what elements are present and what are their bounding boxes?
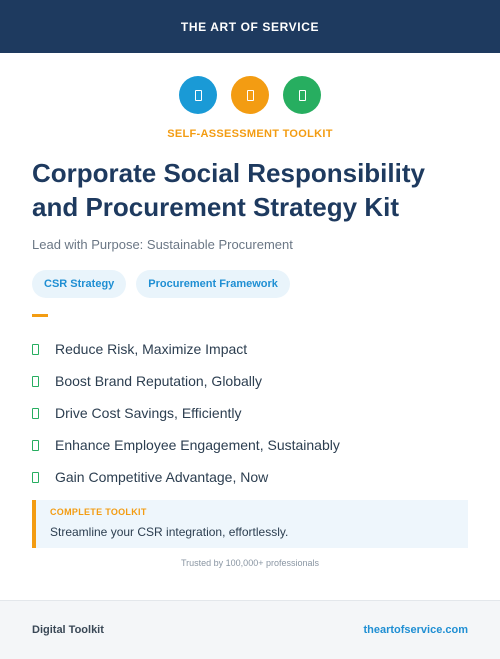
brand-name: THE ART OF SERVICE <box>180 19 320 34</box>
list-item <box>32 333 340 365</box>
eyebrow-label: SELF-ASSESSMENT TOOLKIT <box>167 128 333 140</box>
checkbox-icon <box>32 376 39 387</box>
tag-list <box>32 270 290 298</box>
benefit-text: Drive Cost Savings, Efficiently <box>55 405 242 421</box>
benefit-text: Boost Brand Reputation, Globally <box>55 373 263 389</box>
benefit-text: Enhance Employee Engagement, Sustainably <box>55 437 340 453</box>
document-icon <box>179 76 217 114</box>
tag-procurement-framework[interactable]: Procurement Framework <box>136 270 290 298</box>
callout-label: COMPLETE TOOLKIT <box>50 507 147 517</box>
accent-divider <box>32 314 48 317</box>
checkbox-icon <box>32 344 39 355</box>
list-item <box>32 461 340 493</box>
checkbox-icon <box>32 472 39 483</box>
header-bar <box>0 0 500 53</box>
document-icon <box>231 76 269 114</box>
checkbox-icon <box>32 440 39 451</box>
document-glyph-icon <box>299 90 306 101</box>
list-item <box>32 397 340 429</box>
trust-statement: Trusted by 100,000+ professionals <box>180 558 319 568</box>
document-glyph-icon <box>247 90 254 101</box>
toolkit-callout <box>32 500 468 548</box>
tag-csr-strategy[interactable]: CSR Strategy <box>32 270 126 298</box>
list-item <box>32 365 340 397</box>
callout-text: Streamline your CSR integration, effortlessly. <box>50 525 289 539</box>
website-link[interactable]: theartofservice.com <box>363 624 468 636</box>
document-glyph-icon <box>195 90 202 101</box>
benefit-text: Reduce Risk, Maximize Impact <box>55 341 248 357</box>
checkbox-icon <box>32 408 39 419</box>
benefit-text: Gain Competitive Advantage, Now <box>55 469 269 485</box>
icon-row <box>0 76 500 114</box>
document-icon <box>283 76 321 114</box>
footer-label: Digital Toolkit <box>32 624 104 636</box>
page-title: Corporate Social Responsibility and Procurement Strategy Kit <box>32 158 425 222</box>
list-item <box>32 429 340 461</box>
footer-bar <box>0 600 500 659</box>
page-subtitle: Lead with Purpose: Sustainable Procurement <box>32 237 293 252</box>
benefit-list <box>32 333 340 493</box>
